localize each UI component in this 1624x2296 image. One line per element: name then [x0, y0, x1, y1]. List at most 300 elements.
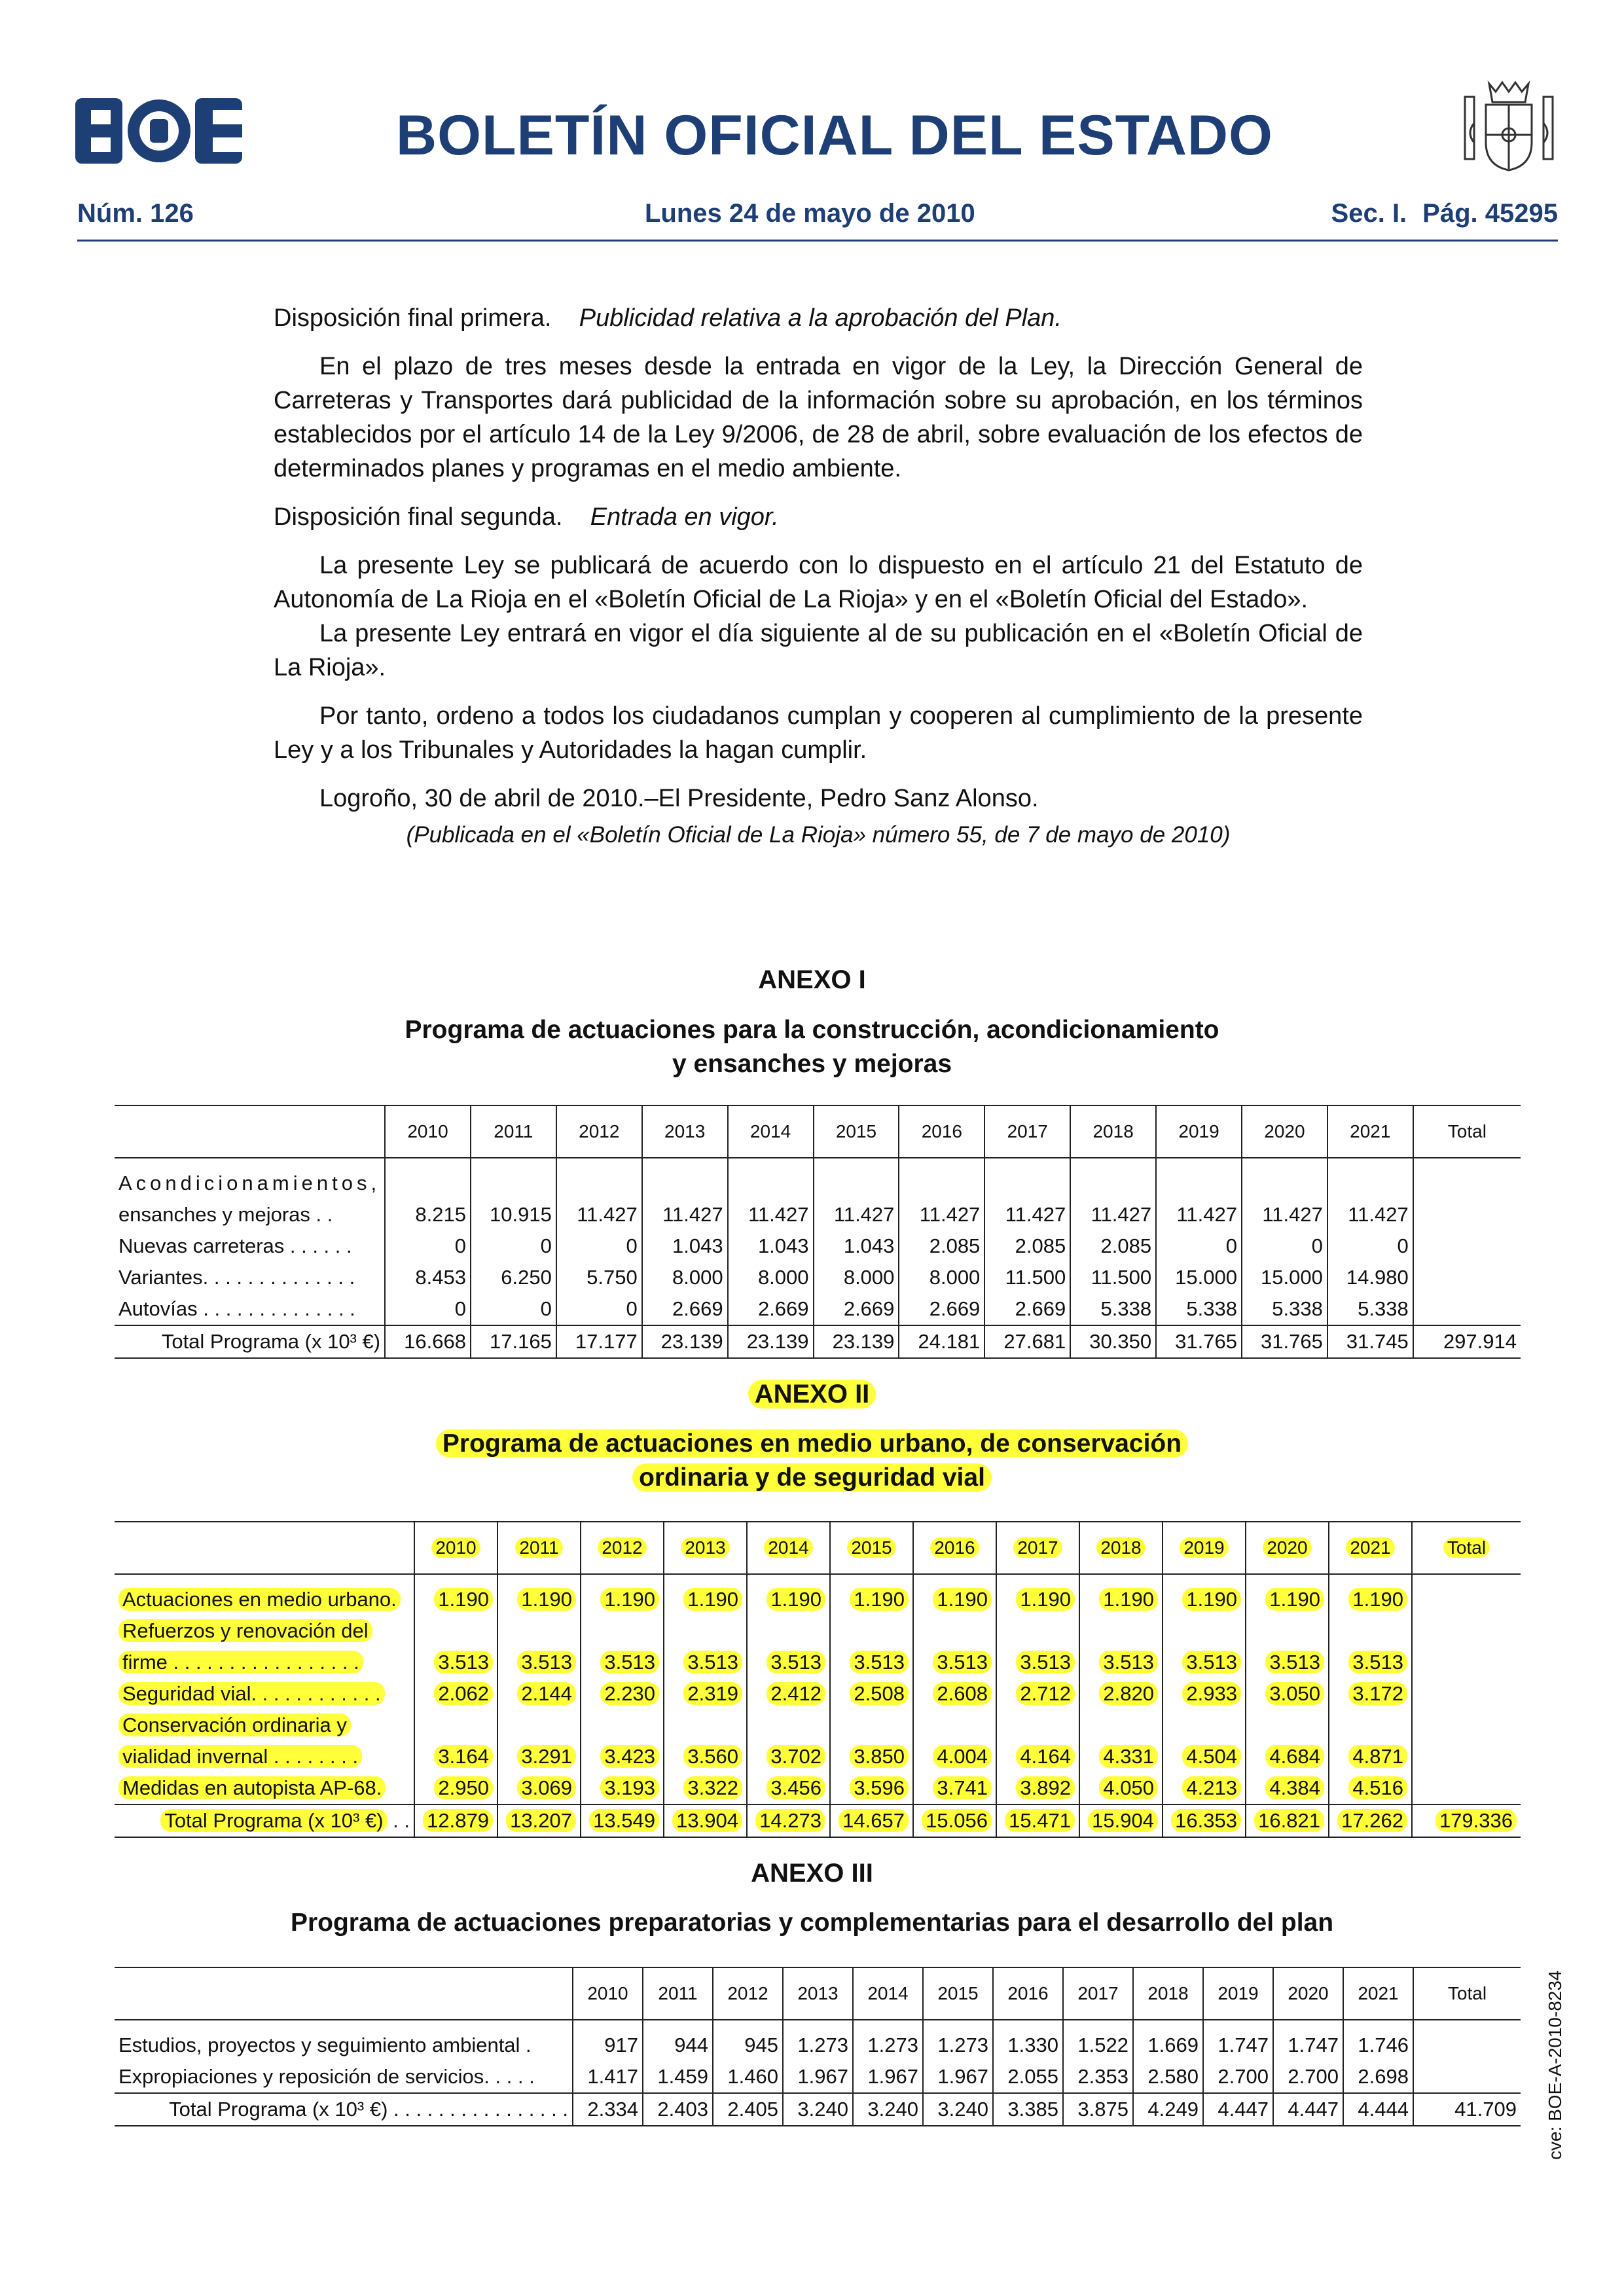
value-cell: 15.000 — [1156, 1262, 1242, 1293]
value-cell — [1412, 1647, 1521, 1678]
highlight: 2014 — [764, 1537, 812, 1558]
value-cell — [747, 1772, 830, 1804]
value-cell: 2.085 — [899, 1230, 984, 1262]
highlight: 179.336 — [1435, 1809, 1517, 1832]
value-cell: 11.427 — [899, 1199, 984, 1230]
value-cell: 0 — [1156, 1230, 1242, 1262]
value-cell — [996, 1804, 1079, 1837]
value-cell — [414, 1772, 497, 1804]
signature: Logroño, 30 de abril de 2010.–El Presidente, Pedro Sanz Alonso. — [319, 785, 1039, 812]
value-cell — [497, 1678, 581, 1710]
highlight: 2011 — [515, 1537, 562, 1558]
row-label — [115, 1772, 414, 1804]
row-label — [115, 1678, 414, 1710]
highlight: 2.950 — [434, 1776, 493, 1799]
highlight: Seguridad vial. . . . . . . . . . . . — [118, 1682, 385, 1705]
highlight: 4.164 — [1016, 1745, 1075, 1768]
highlight: 2.608 — [933, 1682, 992, 1705]
empty-cell — [642, 1168, 728, 1199]
value-cell — [1163, 1804, 1246, 1837]
value-cell: 5.338 — [1070, 1293, 1156, 1325]
table-row — [115, 2061, 1521, 2093]
highlight: 2010 — [431, 1537, 480, 1558]
highlight: Refuerzos y renovación del — [118, 1619, 372, 1642]
empty-cell — [497, 1615, 581, 1647]
value-cell — [664, 1741, 747, 1772]
highlight: 3.050 — [1265, 1682, 1324, 1705]
table-row — [115, 1230, 1521, 1262]
value-cell: 11.427 — [1327, 1199, 1413, 1230]
value-cell — [497, 1584, 581, 1615]
value-cell — [913, 1741, 996, 1772]
empty-cell — [747, 1710, 830, 1741]
header-cell — [115, 1105, 385, 1158]
value-cell: 2.334 — [573, 2093, 643, 2126]
final-provision-2-heading — [274, 500, 1363, 534]
year-header-cell: 2018 — [1070, 1105, 1156, 1158]
value-cell — [581, 1584, 664, 1615]
value-cell — [1412, 1584, 1521, 1615]
value-cell — [913, 1584, 996, 1615]
value-cell — [497, 1804, 581, 1837]
highlight: 4.004 — [933, 1745, 992, 1768]
highlight: 1.190 — [1182, 1588, 1241, 1611]
value-cell — [581, 1678, 664, 1710]
value-cell: 1.746 — [1343, 2030, 1413, 2061]
highlight: 3.702 — [767, 1745, 825, 1768]
empty-cell — [471, 1168, 556, 1199]
value-cell — [747, 1678, 830, 1710]
highlight: 16.353 — [1171, 1809, 1241, 1832]
row-label — [115, 1647, 414, 1678]
value-cell: 2.669 — [814, 1293, 899, 1325]
highlight: 2.319 — [683, 1682, 742, 1705]
value-cell — [1246, 1741, 1329, 1772]
header-cell — [115, 1967, 573, 2020]
highlight: 3.513 — [933, 1651, 992, 1674]
value-cell: 917 — [573, 2030, 643, 2061]
value-cell — [1413, 1262, 1521, 1293]
year-header-cell: 2013 — [642, 1105, 728, 1158]
value-cell: 0 — [1327, 1230, 1413, 1262]
value-cell: 945 — [713, 2030, 783, 2061]
highlight: 2.062 — [434, 1682, 493, 1705]
value-cell — [1413, 1199, 1521, 1230]
year-header-cell — [664, 1522, 747, 1574]
value-cell: 5.338 — [1327, 1293, 1413, 1325]
empty-cell — [747, 1615, 830, 1647]
paragraph: En el plazo de tres meses desde la entrada en vigor de la Ley, la Dirección General de Carreteras y Transportes dará publicidad de la información sobre su aprobación, en los términos establecidos por el artículo 14 de la Ley 9/2006, de 28 de abril, sobre evaluación de los efectos de determinados planes y programas en el medio ambiente. — [274, 353, 1363, 482]
highlight: 1.190 — [683, 1588, 742, 1611]
value-cell: 3.240 — [853, 2093, 923, 2126]
value-cell — [747, 1804, 830, 1837]
value-cell — [1079, 1584, 1163, 1615]
year-header-cell: Total — [1413, 1967, 1521, 2020]
value-cell: 2.055 — [993, 2061, 1063, 2093]
highlight: 3.291 — [517, 1745, 576, 1768]
value-cell: 2.669 — [728, 1293, 814, 1325]
empty-cell — [830, 1615, 913, 1647]
value-cell — [1163, 1647, 1246, 1678]
value-cell — [1163, 1678, 1246, 1710]
value-cell — [913, 1647, 996, 1678]
provision-title: Publicidad relativa a la aprobación del Plan. — [579, 304, 1062, 332]
subtitle-line: Programa de actuaciones en medio urbano, de conservación — [436, 1429, 1188, 1458]
value-cell — [1246, 1584, 1329, 1615]
row-label — [115, 1584, 414, 1615]
value-cell — [996, 1772, 1079, 1804]
value-cell: 2.580 — [1133, 2061, 1203, 2093]
value-cell: 1.967 — [783, 2061, 853, 2093]
table-row-label-continuation — [115, 1710, 1521, 1741]
value-cell: 11.500 — [1070, 1262, 1156, 1293]
year-header-cell: 2010 — [573, 1967, 643, 2020]
year-header-cell — [913, 1522, 996, 1574]
publication-note: (Publicada en el «Boletín Oficial de La Rioja» número 55, de 7 de mayo de 2010) — [406, 822, 1231, 848]
highlight: 3.513 — [600, 1651, 659, 1674]
value-cell: 5.750 — [556, 1262, 642, 1293]
empty-cell — [913, 1615, 996, 1647]
value-cell — [1329, 1772, 1412, 1804]
highlight: 2.230 — [600, 1682, 659, 1705]
empty-cell — [996, 1710, 1079, 1741]
value-cell — [747, 1584, 830, 1615]
row-label: Total Programa (x 10³ €) — [115, 1325, 385, 1358]
value-cell: 0 — [471, 1230, 556, 1262]
row-label — [115, 1710, 414, 1741]
annex-2-title-text: ANEXO II — [748, 1380, 876, 1408]
highlight: 15.904 — [1088, 1809, 1158, 1832]
highlight: 3.513 — [1182, 1651, 1241, 1674]
value-cell: 16.668 — [385, 1325, 471, 1358]
highlight: 3.560 — [683, 1745, 742, 1768]
highlight: 3.193 — [600, 1776, 659, 1799]
value-cell: 0 — [471, 1293, 556, 1325]
highlight: 3.069 — [517, 1776, 576, 1799]
value-cell — [1412, 1804, 1521, 1837]
highlight: 2018 — [1096, 1537, 1145, 1558]
highlight: 2020 — [1263, 1537, 1311, 1558]
value-cell: 1.522 — [1063, 2030, 1133, 2061]
highlight: 1.190 — [933, 1588, 992, 1611]
empty-cell — [414, 1710, 497, 1741]
value-cell — [1329, 1804, 1412, 1837]
value-cell — [1413, 2030, 1521, 2061]
empty-cell — [664, 1615, 747, 1647]
highlight: 3.513 — [1016, 1651, 1075, 1674]
header-cell — [115, 1522, 414, 1574]
highlight: 4.684 — [1265, 1745, 1324, 1768]
year-header-cell: 2017 — [1063, 1967, 1133, 2020]
value-cell — [830, 1647, 913, 1678]
annex-3-title: ANEXO III — [751, 1859, 873, 1888]
value-cell: 3.240 — [783, 2093, 853, 2126]
value-cell: 2.085 — [1070, 1230, 1156, 1262]
highlight: Medidas en autopista AP-68. — [118, 1776, 386, 1799]
year-header-cell: 2010 — [385, 1105, 471, 1158]
value-cell: 1.273 — [853, 2030, 923, 2061]
highlight: 3.513 — [1265, 1651, 1324, 1674]
value-cell: 10.915 — [471, 1199, 556, 1230]
empty-cell — [1246, 1615, 1329, 1647]
year-header-cell — [1329, 1522, 1412, 1574]
value-cell: 30.350 — [1070, 1325, 1156, 1358]
year-header-cell — [497, 1522, 581, 1574]
highlight: 3.172 — [1348, 1682, 1407, 1705]
table-row — [115, 2030, 1521, 2061]
value-cell: 1.043 — [642, 1230, 728, 1262]
value-cell: 0 — [385, 1293, 471, 1325]
highlight: 3.513 — [1348, 1651, 1407, 1674]
value-cell — [830, 1678, 913, 1710]
value-cell — [414, 1678, 497, 1710]
highlight: Actuaciones en medio urbano. — [118, 1588, 401, 1611]
table-row — [115, 1772, 1521, 1804]
highlight: 3.423 — [600, 1745, 659, 1768]
subtitle-line: Programa de actuaciones para la construcción, acondicionamiento — [405, 1016, 1219, 1044]
row-label: Total Programa (x 10³ €) . . . . . . . . . . . . . . . . — [115, 2093, 573, 2126]
highlight: 3.322 — [683, 1776, 742, 1799]
coat-of-arms-icon — [1460, 77, 1558, 175]
value-cell — [581, 1772, 664, 1804]
empty-cell — [913, 1710, 996, 1741]
value-cell — [1329, 1678, 1412, 1710]
value-cell: 3.385 — [993, 2093, 1063, 2126]
year-header-cell: 2021 — [1343, 1967, 1413, 2020]
year-header-cell: 2012 — [556, 1105, 642, 1158]
value-cell: 2.085 — [984, 1230, 1070, 1262]
highlight: 17.262 — [1337, 1809, 1407, 1832]
highlight: 13.549 — [589, 1809, 659, 1832]
value-cell: 6.250 — [471, 1262, 556, 1293]
highlight: 2017 — [1013, 1537, 1062, 1558]
section-label: Sec. I. — [1331, 199, 1407, 228]
highlight: 1.190 — [600, 1588, 659, 1611]
value-cell — [913, 1772, 996, 1804]
highlight: 2019 — [1180, 1537, 1228, 1558]
highlight: 13.904 — [672, 1809, 742, 1832]
value-cell — [497, 1772, 581, 1804]
year-header-cell: 2018 — [1133, 1967, 1203, 2020]
value-cell: 23.139 — [642, 1325, 728, 1358]
value-cell — [414, 1741, 497, 1772]
year-header-cell: 2017 — [984, 1105, 1070, 1158]
value-cell — [1413, 1230, 1521, 1262]
value-cell: 23.139 — [728, 1325, 814, 1358]
highlight: 3.513 — [850, 1651, 909, 1674]
year-header-cell: 2021 — [1327, 1105, 1413, 1158]
value-cell — [1079, 1647, 1163, 1678]
empty-cell — [1242, 1168, 1327, 1199]
highlight: 1.190 — [1348, 1588, 1407, 1611]
value-cell — [1246, 1678, 1329, 1710]
highlight: 3.596 — [850, 1776, 909, 1799]
value-cell: 3.240 — [923, 2093, 993, 2126]
year-header-cell: 2016 — [899, 1105, 984, 1158]
highlight: 1.190 — [767, 1588, 825, 1611]
value-cell: 31.765 — [1242, 1325, 1327, 1358]
highlight: 2013 — [681, 1537, 729, 1558]
highlight: 3.164 — [434, 1745, 493, 1768]
value-cell: 1.043 — [814, 1230, 899, 1262]
value-cell: 11.427 — [1242, 1199, 1327, 1230]
value-cell — [830, 1772, 913, 1804]
value-cell: 2.353 — [1063, 2061, 1133, 2093]
annex-3-subtitle: Programa de actuaciones preparatorias y complementarias para el desarrollo del plan — [290, 1909, 1334, 1937]
final-provision-1-heading — [274, 301, 1363, 335]
highlight: 3.456 — [767, 1776, 825, 1799]
highlight: 15.056 — [922, 1809, 992, 1832]
value-cell: 4.447 — [1273, 2093, 1343, 2126]
paragraph: La presente Ley entrará en vigor el día siguiente al de su publicación en el «Boletín Oficial de La Rioja». — [274, 620, 1363, 681]
value-cell: 23.139 — [814, 1325, 899, 1358]
value-cell — [747, 1741, 830, 1772]
header-rule — [77, 240, 1558, 242]
value-cell — [414, 1584, 497, 1615]
empty-cell — [996, 1615, 1079, 1647]
value-cell — [1413, 2061, 1521, 2093]
value-cell — [1329, 1741, 1412, 1772]
value-cell — [1412, 1772, 1521, 1804]
value-cell: 1.043 — [728, 1230, 814, 1262]
annex-3-table — [115, 1967, 1521, 2126]
value-cell: 2.669 — [899, 1293, 984, 1325]
value-cell — [996, 1678, 1079, 1710]
year-header-cell: 2019 — [1156, 1105, 1242, 1158]
year-header-cell — [996, 1522, 1079, 1574]
value-cell: 1.417 — [573, 2061, 643, 2093]
paragraph: Por tanto, ordeno a todos los ciudadanos cumplan y cooperen al cumplimiento de la presente Ley y a los Tribunales y Autoridades la hagan cumplir. — [274, 702, 1363, 764]
value-cell — [1246, 1647, 1329, 1678]
value-cell: 1.669 — [1133, 2030, 1203, 2061]
value-cell: 4.444 — [1343, 2093, 1413, 2126]
total-row — [115, 1804, 1521, 1837]
highlight: 3.741 — [933, 1776, 992, 1799]
value-cell — [830, 1804, 913, 1837]
value-cell — [581, 1741, 664, 1772]
year-header-cell: 2011 — [643, 1967, 713, 2020]
year-header-cell — [414, 1522, 497, 1574]
table-row — [115, 1199, 1521, 1230]
highlight: 2016 — [930, 1537, 979, 1558]
page-label: Pág. 45295 — [1422, 199, 1558, 228]
value-cell: 5.338 — [1156, 1293, 1242, 1325]
year-header-row — [115, 1522, 1521, 1574]
empty-cell — [497, 1710, 581, 1741]
row-label: Autovías . . . . . . . . . . . . . . — [118, 1297, 355, 1320]
value-cell: 5.338 — [1242, 1293, 1327, 1325]
value-cell: 17.177 — [556, 1325, 642, 1358]
empty-cell — [1070, 1168, 1156, 1199]
value-cell — [1079, 1741, 1163, 1772]
annex-2-table — [115, 1521, 1521, 1838]
issue-number: Núm. 126 — [77, 199, 194, 228]
highlight: Total Programa (x 10³ €) — [160, 1809, 387, 1832]
value-cell: 11.427 — [1156, 1199, 1242, 1230]
value-cell: 14.980 — [1327, 1262, 1413, 1293]
value-cell: 0 — [385, 1230, 471, 1262]
year-header-cell: 2015 — [923, 1967, 993, 2020]
value-cell: 297.914 — [1413, 1325, 1521, 1358]
value-cell — [581, 1647, 664, 1678]
highlight: 4.331 — [1099, 1745, 1158, 1768]
highlight: 3.513 — [434, 1651, 493, 1674]
empty-cell — [1413, 1168, 1521, 1199]
value-cell: 24.181 — [899, 1325, 984, 1358]
highlight: 4.213 — [1182, 1776, 1241, 1799]
value-cell: 0 — [556, 1293, 642, 1325]
value-cell — [664, 1772, 747, 1804]
table-row — [115, 1678, 1521, 1710]
highlight: 3.513 — [1099, 1651, 1158, 1674]
value-cell — [664, 1584, 747, 1615]
highlight: 1.190 — [517, 1588, 576, 1611]
value-cell: 11.427 — [642, 1199, 728, 1230]
highlight: 4.050 — [1099, 1776, 1158, 1799]
year-header-cell: 2014 — [728, 1105, 814, 1158]
value-cell — [1163, 1741, 1246, 1772]
year-header-cell — [830, 1522, 913, 1574]
highlight: vialidad invernal . . . . . . . . — [118, 1745, 362, 1768]
issue-date: Lunes 24 de mayo de 2010 — [645, 199, 975, 228]
value-cell: 1.460 — [713, 2061, 783, 2093]
highlight: firme . . . . . . . . . . . . . . . . . — [118, 1651, 363, 1674]
highlight: 2.144 — [517, 1682, 576, 1705]
value-cell: 11.427 — [728, 1199, 814, 1230]
year-header-cell — [1246, 1522, 1329, 1574]
highlight: Conservación ordinaria y — [118, 1713, 351, 1736]
year-header-cell: 2011 — [471, 1105, 556, 1158]
empty-cell — [984, 1168, 1070, 1199]
highlight: 3.892 — [1016, 1776, 1075, 1799]
value-cell — [913, 1678, 996, 1710]
highlight: 2.820 — [1099, 1682, 1158, 1705]
value-cell — [664, 1678, 747, 1710]
year-header-row — [115, 1105, 1521, 1158]
value-cell: 8.215 — [385, 1199, 471, 1230]
value-cell — [1079, 1678, 1163, 1710]
table-row-label-continuation — [115, 1615, 1521, 1647]
highlight: 2.508 — [850, 1682, 909, 1705]
value-cell: 1.273 — [783, 2030, 853, 2061]
empty-cell — [728, 1168, 814, 1199]
value-cell: 41.709 — [1413, 2093, 1521, 2126]
value-cell: 1.273 — [923, 2030, 993, 2061]
provision-heading: Disposición final segunda. — [274, 503, 563, 531]
year-header-cell — [1163, 1522, 1246, 1574]
empty-cell — [1329, 1615, 1412, 1647]
value-cell — [996, 1647, 1079, 1678]
empty-cell — [414, 1615, 497, 1647]
value-cell — [1079, 1804, 1163, 1837]
year-header-cell: 2020 — [1273, 1967, 1343, 2020]
annex-2-title — [0, 1380, 1624, 1409]
highlight: 13.207 — [506, 1809, 576, 1832]
total-row — [115, 2093, 1521, 2126]
value-cell: 8.000 — [899, 1262, 984, 1293]
highlight: 4.871 — [1348, 1745, 1407, 1768]
value-cell — [1246, 1772, 1329, 1804]
value-cell — [497, 1741, 581, 1772]
annex-1-table — [115, 1105, 1521, 1359]
value-cell: 31.765 — [1156, 1325, 1242, 1358]
value-cell — [1413, 1293, 1521, 1325]
value-cell — [414, 1647, 497, 1678]
value-cell: 1.330 — [993, 2030, 1063, 2061]
value-cell — [830, 1584, 913, 1615]
value-cell: 1.747 — [1273, 2030, 1343, 2061]
year-header-cell: Total — [1413, 1105, 1521, 1158]
